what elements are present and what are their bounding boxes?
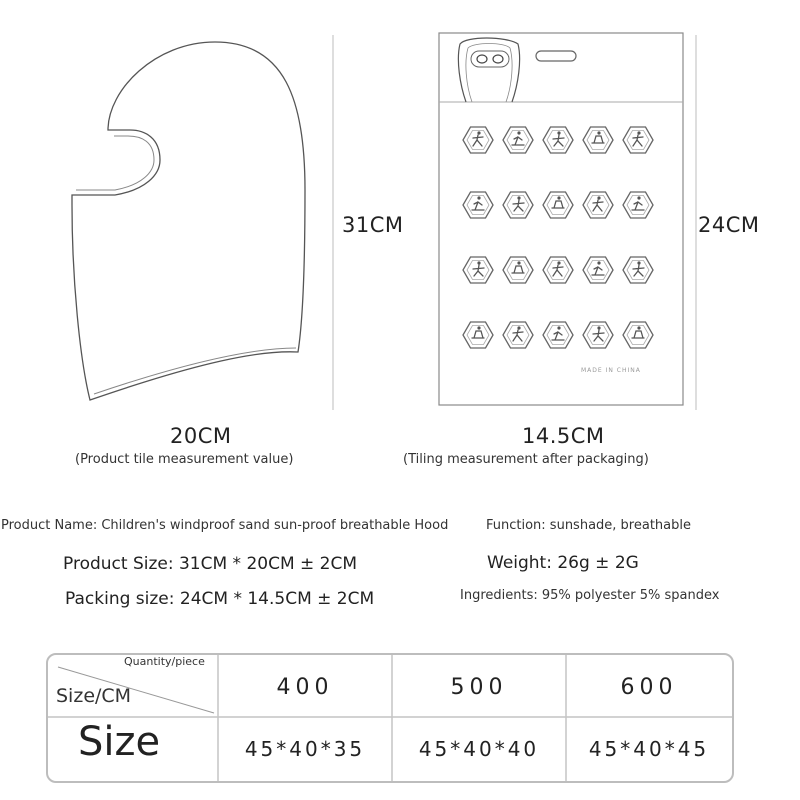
sport-icon-4 — [583, 127, 613, 153]
ingredients: Ingredients: 95% polyester 5% spandex — [460, 588, 720, 603]
quantity-500: 500 — [450, 675, 508, 700]
packing-size: Packing size: 24CM * 14.5CM ± 2CM — [65, 589, 375, 609]
sport-icon-15 — [623, 257, 653, 283]
size-table — [46, 653, 734, 783]
sport-icon-14 — [583, 257, 613, 283]
size-400: 45*40*35 — [244, 737, 366, 761]
hood-hem — [94, 348, 296, 394]
sport-icon-7 — [503, 192, 533, 218]
package-hood-icon — [458, 38, 519, 102]
made-in-label: MADE IN CHINA — [581, 367, 641, 374]
sport-icon-11 — [463, 257, 493, 283]
sport-icon-10 — [623, 192, 653, 218]
sport-icon-17 — [503, 322, 533, 348]
product-function: Function: sunshade, breathable — [486, 518, 691, 533]
hood-outline — [72, 42, 305, 400]
product-name: Product Name: Children's windproof sand sun-proof breathable Hood — [1, 518, 449, 533]
product-size: Product Size: 31CM * 20CM ± 2CM — [63, 554, 358, 574]
corner-top-label: Quantity/piece — [124, 655, 205, 668]
sport-icon-1 — [463, 127, 493, 153]
size-500: 45*40*40 — [418, 737, 540, 761]
sport-icon-9 — [583, 192, 613, 218]
row-label-size: Size — [78, 719, 161, 765]
hood-drawing — [60, 30, 350, 420]
sport-icon-18 — [543, 322, 573, 348]
hood-note: (Product tile measurement value) — [75, 452, 294, 467]
package-outer-border — [439, 33, 683, 405]
hood-height-label: 31CM — [342, 213, 404, 237]
sport-icon-2 — [503, 127, 533, 153]
product-weight: Weight: 26g ± 2G — [487, 553, 639, 573]
sport-icon-6 — [463, 192, 493, 218]
package-hang-hole — [536, 51, 576, 61]
quantity-600: 600 — [620, 675, 678, 700]
size-600: 45*40*45 — [588, 737, 710, 761]
package-drawing — [436, 30, 716, 420]
package-width-label: 14.5CM — [522, 424, 605, 448]
sport-icon-12 — [503, 257, 533, 283]
hood-width-label: 20CM — [170, 424, 232, 448]
sport-icon-16 — [463, 322, 493, 348]
quantity-400: 400 — [276, 675, 334, 700]
sport-icon-20 — [623, 322, 653, 348]
sport-icon-19 — [583, 322, 613, 348]
sport-icon-8 — [543, 192, 573, 218]
sport-icon-grid — [463, 127, 653, 348]
package-height-label: 24CM — [698, 213, 760, 237]
sport-icon-5 — [623, 127, 653, 153]
package-note: (Tiling measurement after packaging) — [403, 452, 649, 467]
sport-icon-13 — [543, 257, 573, 283]
corner-bottom-label: Size/CM — [56, 685, 132, 707]
hood-eye-opening — [76, 136, 154, 190]
sport-icon-3 — [543, 127, 573, 153]
